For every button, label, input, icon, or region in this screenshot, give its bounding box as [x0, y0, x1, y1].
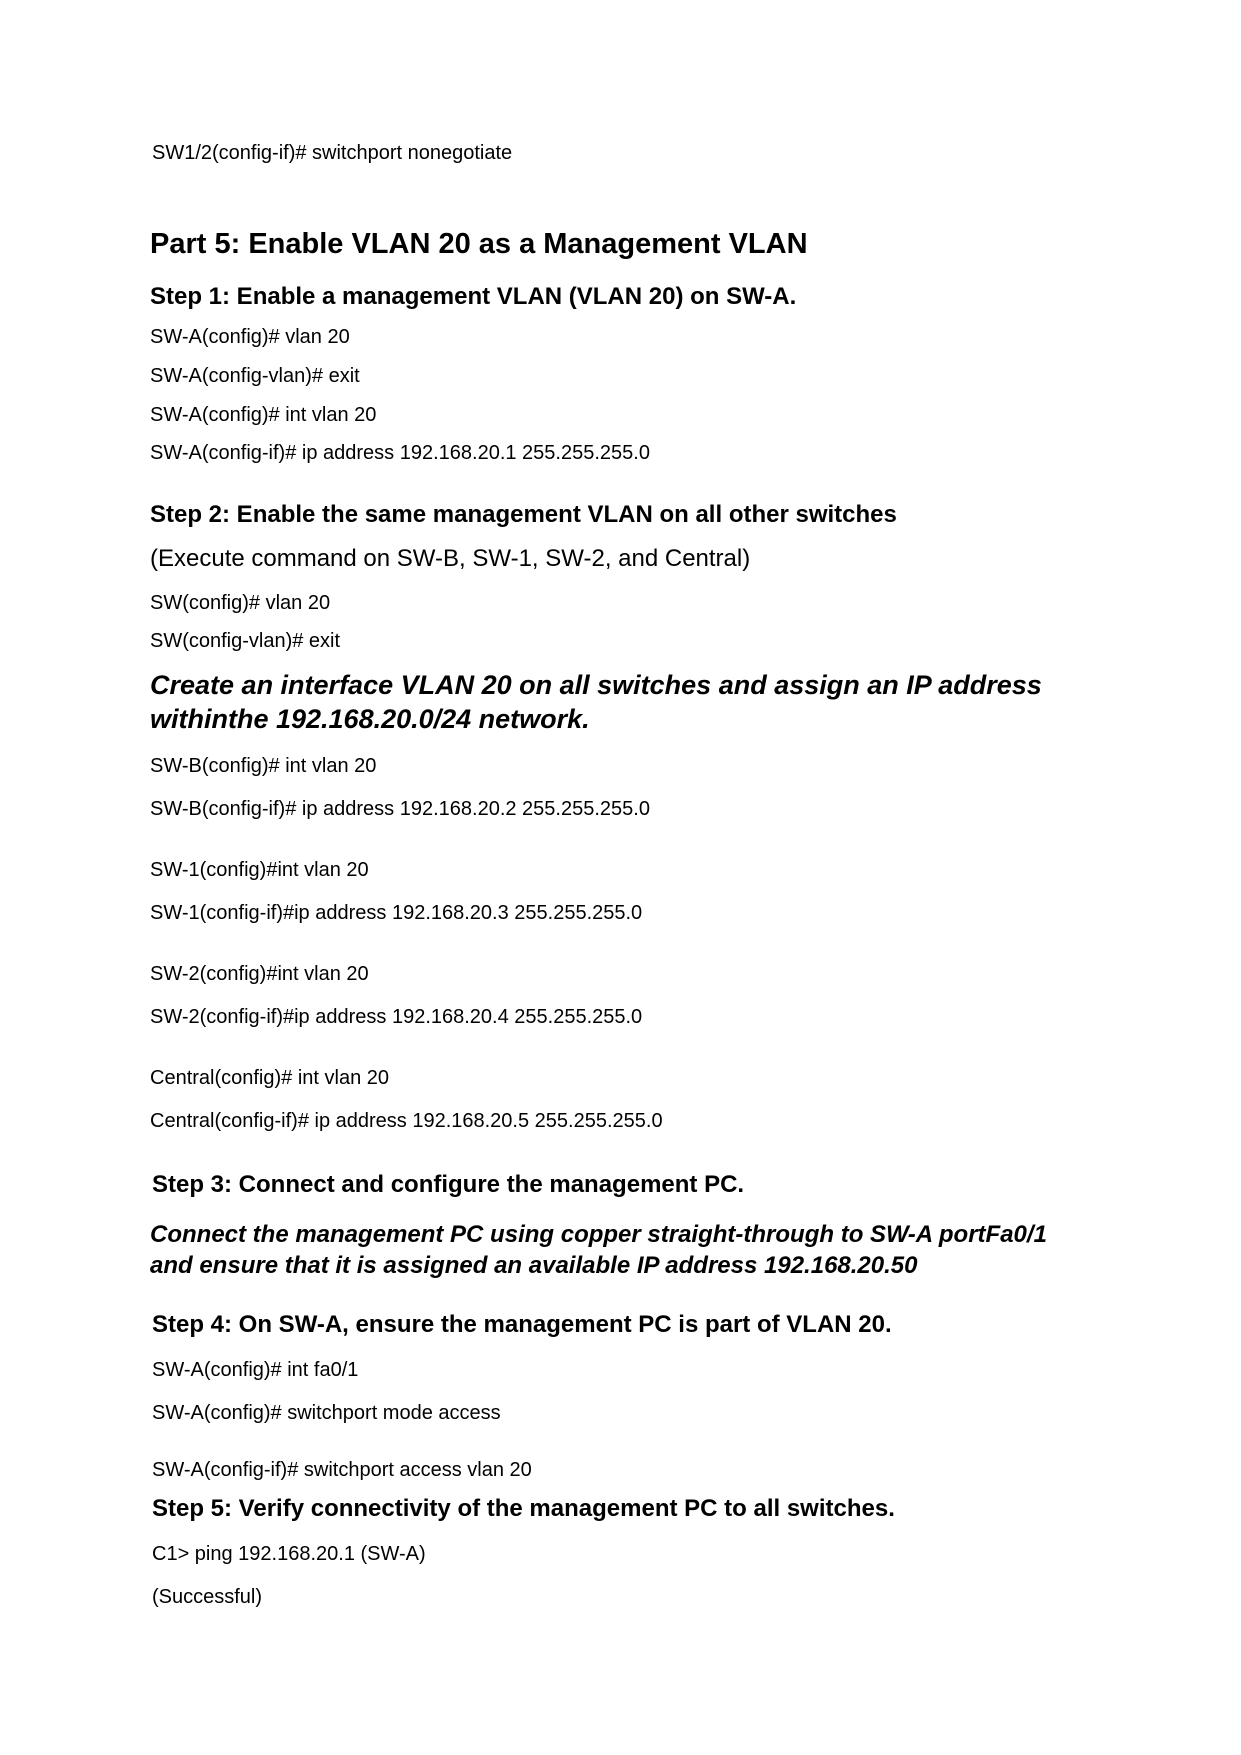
step5-command: C1> ping 192.168.20.1 (SW-A)	[152, 1543, 426, 1565]
step5-result: (Successful)	[152, 1586, 263, 1608]
step4-heading: Step 4: On SW-A, ensure the management PC is part of VLAN 20.	[152, 1311, 892, 1338]
step1-command: SW-A(config-if)# ip address 192.168.20.1 255.255.255.0	[150, 442, 650, 464]
top-command-line: SW1/2(config-if)# switchport nonegotiate	[152, 142, 513, 164]
switch-command: SW-1(config-if)#ip address 192.168.20.3 255.255.255.0	[150, 902, 643, 924]
step3-instruction-line2: and ensure that it is assigned an available IP address 192.168.20.50	[150, 1252, 918, 1279]
step2-note: (Execute command on SW-B, SW-1, SW-2, and Central)	[150, 545, 751, 572]
switch-command: Central(config-if)# ip address 192.168.20.5 255.255.255.0	[150, 1110, 663, 1132]
step5-heading: Step 5: Verify connectivity of the management PC to all switches.	[152, 1495, 895, 1522]
step2-command: SW(config-vlan)# exit	[150, 630, 341, 652]
switch-command: SW-B(config-if)# ip address 192.168.20.2 255.255.255.0	[150, 798, 650, 820]
step2-heading: Step 2: Enable the same management VLAN on all other switches	[150, 501, 897, 528]
step2-instruction-line2: withinthe 192.168.20.0/24 network.	[150, 704, 590, 734]
step2-command: SW(config)# vlan 20	[150, 592, 331, 614]
switch-command: SW-B(config)# int vlan 20	[150, 755, 377, 777]
step2-instruction-line1: Create an interface VLAN 20 on all switches and assign an IP address	[150, 670, 1042, 700]
switch-command: SW-2(config-if)#ip address 192.168.20.4 255.255.255.0	[150, 1006, 643, 1028]
switch-command: SW-2(config)#int vlan 20	[150, 963, 369, 985]
step4-command: SW-A(config)# int fa0/1	[152, 1359, 359, 1381]
step3-heading: Step 3: Connect and configure the management PC.	[152, 1171, 745, 1198]
step1-command: SW-A(config)# vlan 20	[150, 326, 350, 348]
step1-command: SW-A(config-vlan)# exit	[150, 365, 360, 387]
switch-command: SW-1(config)#int vlan 20	[150, 859, 369, 881]
switch-command: Central(config)# int vlan 20	[150, 1067, 390, 1089]
step1-command: SW-A(config)# int vlan 20	[150, 404, 377, 426]
step1-heading: Step 1: Enable a management VLAN (VLAN 20) on SW-A.	[150, 283, 797, 310]
step4-command: SW-A(config-if)# switchport access vlan 20	[152, 1459, 532, 1481]
part5-title: Part 5: Enable VLAN 20 as a Management VLAN	[150, 228, 808, 260]
step3-instruction-line1: Connect the management PC using copper straight-through to SW-A portFa0/1	[150, 1221, 1047, 1248]
step4-command: SW-A(config)# switchport mode access	[152, 1402, 501, 1424]
